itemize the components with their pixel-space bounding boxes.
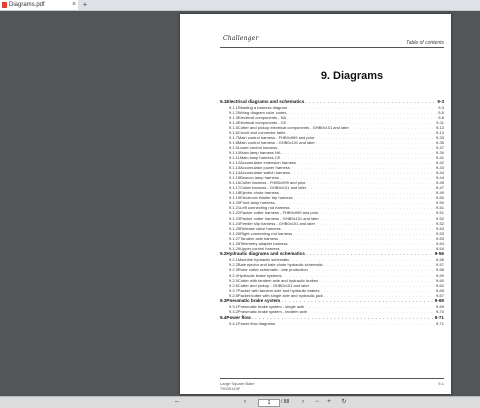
toc-entry-page: 9-69 bbox=[434, 298, 444, 304]
toc-entry-number: 9.1.3 bbox=[229, 114, 238, 120]
zoom-in-button[interactable]: + bbox=[327, 399, 331, 405]
toc-entry-number: 9.1.19 bbox=[229, 195, 241, 201]
toc-entry-page: 9-51 bbox=[435, 210, 444, 216]
footer-info bbox=[220, 381, 255, 391]
toc-entry-page: 9-6 bbox=[438, 114, 444, 120]
toc-entry-page: 9-53 bbox=[435, 230, 444, 236]
toc-entry-text: Electrical components - NA bbox=[237, 114, 287, 120]
zoom-out-button[interactable]: − bbox=[315, 399, 319, 405]
toc-entry-text: Hydraulic brake systems bbox=[237, 272, 282, 278]
toc-entry-page: 9-53 bbox=[435, 235, 444, 241]
toc-entry-number: 9.1.9 bbox=[229, 144, 238, 150]
toc-entry-number: 9.1.16 bbox=[229, 180, 241, 186]
toc-list bbox=[220, 98, 444, 326]
pdf-file-icon bbox=[2, 2, 7, 8]
toc-entry-page: 9-58 bbox=[435, 267, 444, 273]
toc-entry-text: Release valve harness bbox=[240, 225, 281, 231]
toc-entry-number: 9.1.21 bbox=[229, 205, 241, 211]
toc-entry-text: Telemetry adapter harness bbox=[240, 240, 288, 246]
footer-title: Large Square Baler bbox=[220, 381, 255, 386]
toc-entry-text: Electronic tinstler trip harness bbox=[240, 195, 293, 201]
new-tab-button[interactable]: + bbox=[82, 0, 88, 9]
toc-entry-page: 9-69 bbox=[435, 304, 444, 310]
next-page-button[interactable]: › bbox=[302, 399, 304, 405]
toc-entry-number: 9.1.22 bbox=[229, 210, 241, 216]
toc-entry-number: 9.1.26 bbox=[229, 230, 241, 236]
toc-entry-text: Upper control harness bbox=[240, 245, 280, 251]
toc-entry-page: 9-13 bbox=[435, 124, 444, 130]
toc-entry-number: 9.2.7 bbox=[229, 287, 238, 293]
toc-entry-text: Feeder slip harness - GHB0x101 and later bbox=[240, 220, 316, 226]
pdf-toolbar bbox=[0, 396, 480, 408]
toc-entry-page: 9-3 bbox=[437, 98, 444, 104]
footer-divider bbox=[220, 378, 444, 379]
toc-leader-dots bbox=[275, 321, 435, 326]
pdf-page bbox=[180, 14, 451, 394]
toc-entry-text: Ejector chute harness bbox=[240, 190, 279, 196]
toc-entry-text: Pneumatic brake system - tandem axle bbox=[237, 309, 308, 315]
toc-entry-text: Electrical components - CE bbox=[237, 119, 287, 125]
toc-entry-page: 9-67 bbox=[435, 292, 444, 298]
toc-entry-number: 9.2.2 bbox=[229, 262, 238, 268]
toc-entry-number: 9.1.2 bbox=[229, 109, 238, 115]
toc-entry-number: 9.1 bbox=[220, 98, 227, 104]
fit-width-button[interactable]: ⇔ bbox=[174, 399, 180, 405]
toc-entry-text: Wiring diagram color codes bbox=[237, 109, 287, 115]
chapter-title: 9. Diagrams bbox=[320, 70, 384, 82]
toc-entry-number: 9.2.8 bbox=[229, 292, 238, 298]
header-divider bbox=[220, 47, 444, 48]
toc-entry-text: Packer/cutter with single axle and hydraulic jack bbox=[237, 292, 323, 298]
toc-entry-text: Power flow diagrams bbox=[237, 320, 276, 326]
toc-entry-page: 9-13 bbox=[435, 129, 444, 135]
toc-entry-text: Left connecting rod harness bbox=[240, 205, 290, 211]
toc-entry-page: 9-51 bbox=[435, 205, 444, 211]
toc-entry-number: 9.1.20 bbox=[229, 200, 241, 206]
toc-entry-page: 9-62 bbox=[435, 282, 444, 288]
toc-entry-number: 9.1.18 bbox=[229, 190, 241, 196]
toc-entry-text: Cutter harness - GHB0x101 and later bbox=[240, 185, 307, 191]
footer-page-number: 9-1 bbox=[438, 381, 444, 386]
toc-entry-number: 9.1.28 bbox=[229, 240, 241, 246]
toc-entry-page: 9-37 bbox=[435, 144, 444, 150]
toc-entry-number: 9.1.27 bbox=[229, 235, 241, 241]
toc-entry-page: 9-56 bbox=[435, 257, 444, 263]
toc-entry-page: 9-5 bbox=[438, 109, 444, 115]
toc-entry-page: 9-54 bbox=[435, 245, 444, 251]
toc-entry-page: 9-11 bbox=[436, 119, 444, 125]
toc-entry-page: 9-43 bbox=[435, 165, 444, 171]
toc-entry-text: Rotor cutter schematic - late production bbox=[237, 267, 308, 273]
toc-entry-text: Right connecting rod harness bbox=[240, 230, 293, 236]
toc-entry-text: Main lamp harness CE bbox=[239, 154, 281, 160]
toc-entry-text: Machine hydraulic schematic bbox=[237, 257, 290, 263]
toc-entry-number: 9.1.10 bbox=[229, 149, 241, 155]
close-icon[interactable]: × bbox=[71, 1, 77, 8]
toc-entry-text: Cutter harness - FHB0x999 and prior bbox=[240, 180, 306, 186]
tab-bar bbox=[0, 0, 480, 11]
toc-entry-page: 9-3 bbox=[438, 104, 444, 110]
pdf-viewer[interactable] bbox=[0, 11, 480, 396]
toc-entry-text: Pneumatic brake system bbox=[226, 298, 281, 304]
toc-entry-text: Electrical diagrams and schematics bbox=[226, 98, 305, 104]
toc-leader-dots bbox=[307, 309, 435, 314]
toc-entry-page: 9-44 bbox=[435, 170, 444, 176]
toc-entry-text: Cutter with tandem axle and hydraulic brakes bbox=[237, 277, 318, 283]
toc-entry-page: 9-33 bbox=[435, 134, 444, 140]
tab-diagrams-pdf[interactable] bbox=[0, 0, 78, 10]
toc-entry-text: Main lamp harness NA bbox=[240, 149, 281, 155]
toc-entry-page: 9-35 bbox=[435, 139, 444, 145]
page-number-input[interactable]: 1 bbox=[258, 399, 280, 407]
toc-entry-number: 9.2.4 bbox=[229, 272, 238, 278]
toc-entry-text: Main control harness - FHB0x999 and prior bbox=[237, 134, 315, 140]
toc-entry-text: Circuit and connector table bbox=[237, 129, 286, 135]
toc-entry-number: 9.1.6 bbox=[229, 129, 238, 135]
page-total: / 88 bbox=[281, 399, 290, 405]
toc-entry-text: Pneumatic brake system - single axle bbox=[237, 304, 305, 310]
table-of-contents-link[interactable]: Table of contents bbox=[406, 40, 444, 46]
toc-entry-page: 9-53 bbox=[435, 225, 444, 231]
toc-entry-page: 9-59 bbox=[435, 272, 444, 278]
footer-code: 79039143F bbox=[220, 386, 241, 391]
toc-entry-page: 9-42 bbox=[435, 160, 444, 166]
toc-entry-page: 9-44 bbox=[435, 175, 444, 181]
toc-entry-page: 9-50 bbox=[435, 200, 444, 206]
toc-entry-page: 9-50 bbox=[435, 195, 444, 201]
toc-entry-number: 9.4.1 bbox=[229, 320, 238, 326]
toc-entry-number: 9.1.4 bbox=[229, 119, 238, 125]
toc-entry-number: 9.1.7 bbox=[229, 134, 238, 140]
toc-entry-text: Tandem axle harness bbox=[240, 235, 279, 241]
toc-entry-number: 9.2.6 bbox=[229, 282, 238, 288]
toc-entry-text: Lower control harness bbox=[237, 144, 278, 150]
toc-entry-page: 9-45 bbox=[435, 180, 444, 186]
toc-entry-number: 9.3.2 bbox=[229, 309, 238, 315]
toc-entry-text: Accumulator power harness bbox=[240, 165, 290, 171]
toc-entry-number: 9.3 bbox=[220, 298, 227, 304]
toc-entry-text: Hydraulic diagrams and schematics bbox=[226, 251, 305, 257]
toc-entry-page: 9-49 bbox=[435, 190, 444, 196]
toc-entry-number: 9.1.5 bbox=[229, 124, 238, 130]
toc-entry-text: Power flow bbox=[226, 314, 251, 320]
toc-entry-text: Reading a harness diagram bbox=[237, 104, 288, 110]
toc-entry[interactable] bbox=[220, 293, 444, 298]
toc-entry-number: 9.1.17 bbox=[229, 185, 241, 191]
toc-entry-number: 9.1.24 bbox=[229, 220, 241, 226]
toc-entry-page: 9-52 bbox=[435, 220, 444, 226]
toc-entry-page: 9-57 bbox=[435, 262, 444, 268]
toc-entry-page: 9-70 bbox=[435, 309, 444, 315]
prev-page-button[interactable]: ‹ bbox=[244, 399, 246, 405]
toc-entry[interactable] bbox=[220, 309, 444, 314]
toc-entry-text: Packer cutter harness - GHB0x101 and later bbox=[240, 215, 319, 221]
toc-entry-number: 9.2 bbox=[220, 251, 227, 257]
toc-entry-page: 9-71 bbox=[435, 320, 444, 326]
toc-entry-page: 9-47 bbox=[435, 185, 444, 191]
toc-entry-text: Bale ejector and bale chute hydraulic schematic bbox=[237, 262, 323, 268]
toc-entry-number: 9.1.25 bbox=[229, 225, 241, 231]
toc-entry-page: 9-54 bbox=[435, 240, 444, 246]
toc-entry-number: 9.1.11 bbox=[229, 154, 240, 160]
toc-entry-text: Packer with tandem axle and hydraulic brakes bbox=[237, 287, 320, 293]
toc-entry-text: Cutter and pickup - GHB0x101 and later bbox=[237, 282, 310, 288]
rotate-icon[interactable]: ↻ bbox=[341, 399, 347, 405]
toc-entry-text: Cutter and pickup electrical components - GHB0x101 and later bbox=[237, 124, 349, 130]
toc-entry-page: 9-56 bbox=[434, 251, 444, 257]
toc-entry-number: 9.4 bbox=[220, 314, 227, 320]
toc-entry-number: 9.3.1 bbox=[229, 304, 238, 310]
toc-entry-number: 9.2.5 bbox=[229, 277, 238, 283]
toc-entry-page: 9-65 bbox=[435, 287, 444, 293]
challenger-logo: Challenger bbox=[223, 35, 259, 42]
toc-entry-page: 9-52 bbox=[435, 215, 444, 221]
toc-entry-number: 9.2.3 bbox=[229, 267, 238, 273]
toc-entry-number: 9.1.13 bbox=[229, 165, 241, 171]
toc-entry-number: 9.1.15 bbox=[229, 175, 241, 181]
toc-entry-text: Beacon lamp harness bbox=[240, 175, 279, 181]
toc-entry-page: 9-60 bbox=[435, 277, 444, 283]
toc-entry-number: 9.1.1 bbox=[229, 104, 238, 110]
toc-entry-number: 9.1.23 bbox=[229, 215, 241, 221]
toc-entry[interactable] bbox=[220, 246, 444, 251]
toc-entry-page: 9-39 bbox=[435, 149, 444, 155]
toc-entry-text: Accumulator extension harness bbox=[240, 160, 296, 166]
toc-entry-text: Main control harness - GHB0x101 and later bbox=[237, 139, 315, 145]
toc-entry[interactable] bbox=[220, 321, 444, 326]
toc-leader-dots bbox=[279, 246, 435, 251]
toc-entry-number: 9.1.29 bbox=[229, 245, 241, 251]
toc-entry-text: Packer cutter harness - FHB0x999 and prior bbox=[240, 210, 319, 216]
toc-entry-number: 9.1.14 bbox=[229, 170, 241, 176]
toc-leader-dots bbox=[323, 293, 435, 298]
toc-entry-page: 9-71 bbox=[434, 314, 444, 320]
toc-entry-number: 9.2.1 bbox=[229, 257, 238, 263]
tab-title: Diagrams.pdf bbox=[9, 2, 45, 8]
toc-entry-text: Front lamp harness bbox=[240, 200, 275, 206]
toc-entry-number: 9.1.12 bbox=[229, 160, 241, 166]
toc-entry-number: 9.1.8 bbox=[229, 139, 238, 145]
toc-entry-page: 9-41 bbox=[435, 154, 444, 160]
toc-entry-text: Accumulator switch harness bbox=[240, 170, 290, 176]
